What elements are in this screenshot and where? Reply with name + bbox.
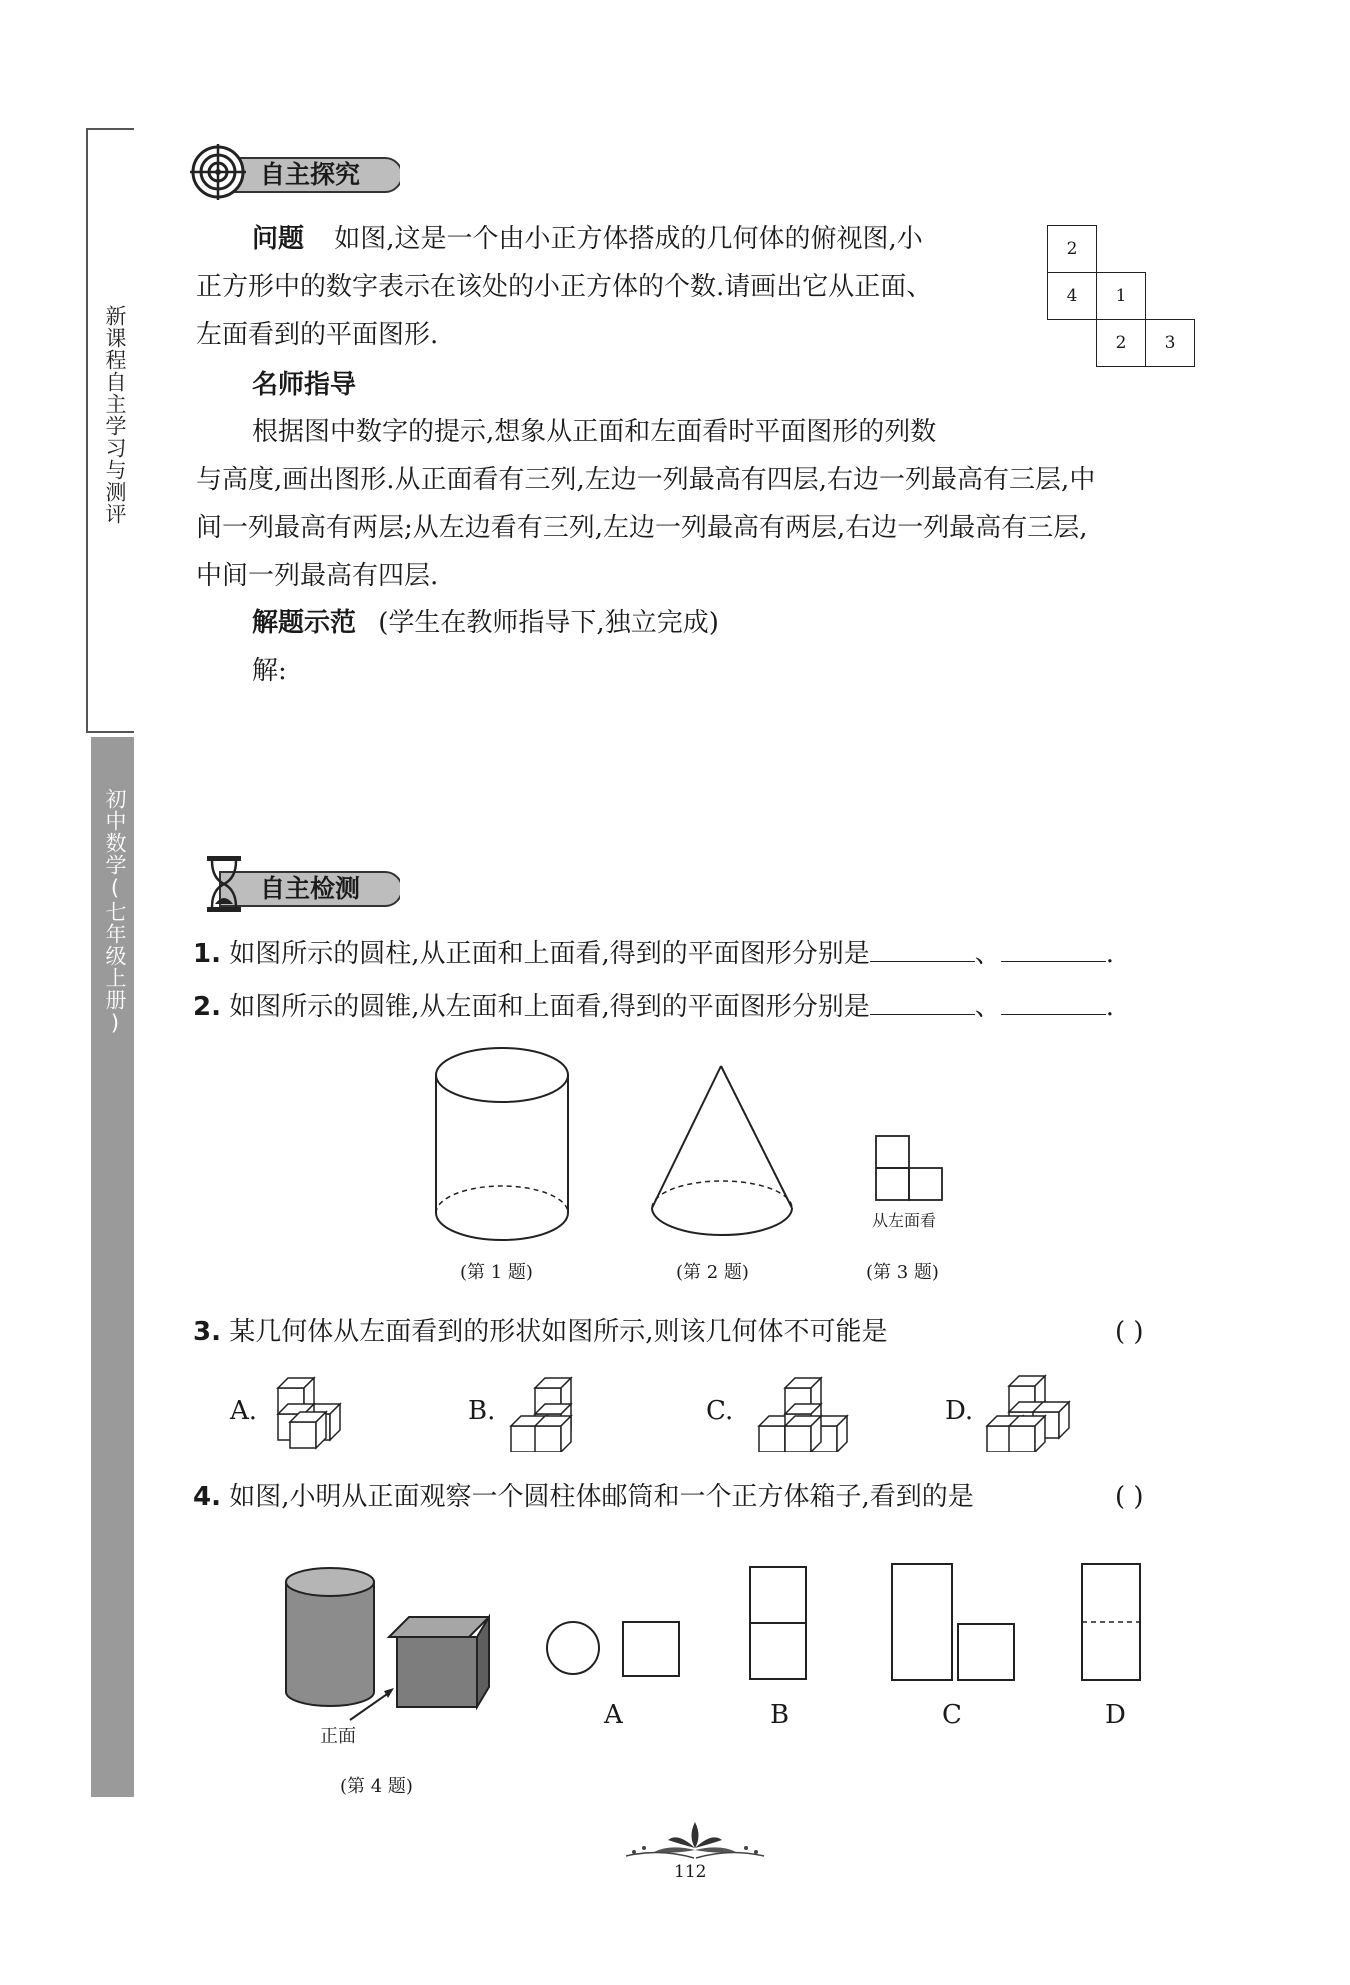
section-check-header (190, 868, 400, 910)
left-view-figure (874, 1134, 946, 1204)
sidebar-top-rule (86, 128, 88, 733)
q1-separator: 、 (974, 939, 1001, 969)
q3-text: 某几何体从左面看到的形状如图所示,则该几何体不可能是 (229, 1317, 888, 1347)
q4-text: 如图,小明从正面观察一个圆柱体邮筒和一个正方体箱子,看到的是 (229, 1482, 974, 1512)
q4-option-a-figure[interactable] (545, 1618, 685, 1678)
demo-note: (学生在教师指导下,独立完成) (378, 608, 719, 638)
q3-option-d-cubes[interactable] (985, 1372, 1075, 1452)
q4-number: 4. (193, 1482, 221, 1512)
q3-number: 3. (193, 1317, 221, 1347)
sidebar-bottom-rule-tick (86, 731, 134, 733)
question-text-1: 如图,这是一个由小正方体搭成的几何体的俯视图,小 (334, 224, 923, 254)
q4-option-b-label[interactable]: B (770, 1700, 790, 1730)
fig1-caption: (第 1 题) (460, 1262, 533, 1283)
question-line-1 (252, 220, 923, 258)
cube-face (759, 1426, 785, 1452)
cube-face (511, 1426, 537, 1452)
q4-scene-figure (280, 1560, 490, 1735)
cylinder-figure (432, 1045, 572, 1245)
q3-option-d-label[interactable]: D. (945, 1396, 974, 1426)
cube-face (290, 1422, 316, 1448)
q2-separator: 、 (974, 992, 1001, 1022)
q3-answer-paren[interactable]: ( ) (1115, 1317, 1144, 1347)
section-check-title: 自主检测 (260, 874, 361, 903)
demo-line (252, 604, 719, 642)
q1-number: 1. (193, 939, 221, 969)
fig3-label: 从左面看 (872, 1211, 937, 1230)
q3-option-a-label[interactable]: A. (230, 1396, 258, 1426)
sidebar-top-rule-tick (86, 128, 134, 130)
q3-option-c-cubes[interactable] (745, 1372, 855, 1452)
hourglass-icon (204, 854, 244, 918)
question-line-3: 左面看到的平面图形. (196, 320, 439, 350)
question-line-2: 正方形中的数字表示在该处的小正方体的个数.请画出它从正面、 (196, 272, 933, 302)
q3-option-b-cubes[interactable] (505, 1372, 585, 1452)
q2-text: 如图所示的圆锥,从左面和上面看,得到的平面图形分别是 (229, 992, 870, 1022)
q4-answer-paren[interactable]: ( ) (1115, 1482, 1144, 1512)
q2-number: 2. (193, 992, 221, 1022)
q3-line (193, 1313, 888, 1351)
q4-front-label: 正面 (320, 1726, 356, 1747)
q3-option-c-label[interactable]: C. (706, 1396, 734, 1426)
grid-cell-r2c1: 4 (1047, 272, 1097, 320)
q2-end: . (1105, 992, 1115, 1022)
q2-blank-2[interactable] (1001, 988, 1106, 1015)
q2-blank-1[interactable] (870, 988, 975, 1015)
guide-label: 名师指导 (252, 370, 357, 400)
q1-line (193, 935, 1114, 973)
grid-cell-r3c3: 3 (1145, 319, 1195, 367)
cone-figure (648, 1063, 798, 1248)
section-explore-header (190, 154, 400, 196)
cube-face (785, 1426, 811, 1452)
q1-blank-2[interactable] (1001, 935, 1106, 962)
q3-option-a-cubes[interactable] (270, 1372, 350, 1452)
grid-cell-r3c2: 2 (1096, 319, 1146, 367)
q4-option-a-label[interactable]: A (604, 1700, 623, 1730)
sidebar-series-title: 新课程自主学习与测评 (103, 305, 127, 525)
guide-line-3: 间一列最高有两层;从左边看有三列,左边一列最高有两层,右边一列最高有三层, (196, 513, 1088, 543)
question-label: 问题 (252, 224, 305, 254)
solution-label: 解: (252, 656, 287, 686)
q1-text: 如图所示的圆柱,从正面和上面看,得到的平面图形分别是 (229, 939, 870, 969)
page-number: 112 (674, 1862, 707, 1882)
guide-line-1: 根据图中数字的提示,想象从正面和左面看时平面图形的列数 (252, 417, 937, 447)
q4-caption: (第 4 题) (340, 1776, 413, 1797)
target-icon (190, 144, 246, 204)
demo-label: 解题示范 (252, 608, 357, 638)
fig3-caption: (第 3 题) (866, 1262, 939, 1283)
guide-line-2: 与高度,画出图形.从正面看有三列,左边一列最高有四层,右边一列最高有三层,中 (196, 465, 1096, 495)
q4-option-c-label[interactable]: C (942, 1700, 962, 1730)
q4-option-c-figure[interactable] (890, 1562, 1020, 1684)
footer-ornament (620, 1818, 770, 1866)
cube-face (1009, 1426, 1035, 1452)
q4-option-d-label[interactable]: D (1105, 1700, 1126, 1730)
q4-option-d-figure[interactable] (1080, 1562, 1144, 1684)
grid-cell-r1c1: 2 (1047, 225, 1097, 273)
sidebar-grade-label: 初中数学(七年级上册) (103, 788, 127, 1036)
guide-line-4: 中间一列最高有四层. (196, 561, 439, 591)
top-view-grid (1047, 225, 1199, 377)
cube-face (535, 1426, 561, 1452)
q4-option-b-figure[interactable] (748, 1565, 810, 1685)
q4-line (193, 1478, 974, 1516)
grid-cell-r2c2: 1 (1096, 272, 1146, 320)
fig2-caption: (第 2 题) (676, 1262, 749, 1283)
q1-blank-1[interactable] (870, 935, 975, 962)
q2-line (193, 988, 1114, 1026)
section-explore-title: 自主探究 (260, 160, 361, 189)
q1-end: . (1105, 939, 1115, 969)
q3-option-b-label[interactable]: B. (468, 1396, 496, 1426)
